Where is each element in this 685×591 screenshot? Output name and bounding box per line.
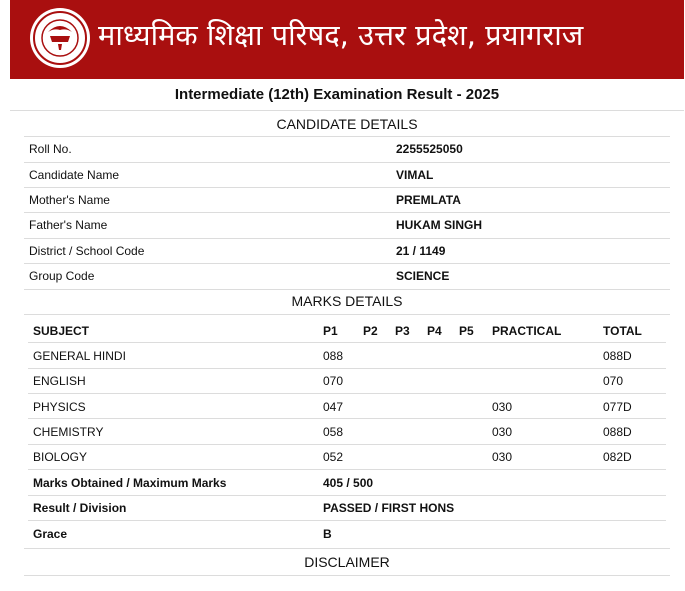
subject-name: PHYSICS bbox=[33, 400, 86, 414]
subject-total: 070 bbox=[603, 374, 624, 388]
disclaimer-section-title: DISCLAIMER bbox=[304, 554, 390, 570]
column-header-p4: P4 bbox=[427, 324, 442, 338]
divider bbox=[28, 520, 666, 521]
divider bbox=[24, 548, 670, 549]
board-title: माध्यमिक शिक्षा परिषद, उत्तर प्रदेश, प्रयागराज bbox=[98, 18, 584, 52]
divider bbox=[28, 469, 666, 470]
subject-total: 082D bbox=[603, 450, 632, 464]
district-school-code-label: District / School Code bbox=[29, 244, 145, 258]
father-name-value: HUKAM SINGH bbox=[396, 218, 482, 232]
result-division-value: PASSED / FIRST HONS bbox=[323, 501, 455, 515]
roll-no-value: 2255525050 bbox=[396, 142, 463, 156]
mother-name-label: Mother's Name bbox=[29, 193, 110, 207]
subject-name: ENGLISH bbox=[33, 374, 86, 388]
marks-obtained-value: 405 / 500 bbox=[323, 476, 374, 490]
divider bbox=[24, 162, 670, 163]
divider bbox=[28, 444, 666, 445]
subject-practical: 030 bbox=[492, 450, 513, 464]
divider bbox=[10, 110, 684, 111]
divider bbox=[24, 314, 670, 315]
column-header-p3: P3 bbox=[395, 324, 410, 338]
group-code-value: SCIENCE bbox=[396, 269, 450, 283]
column-header-total: TOTAL bbox=[603, 324, 642, 338]
exam-title: Intermediate (12th) Examination Result - 2025 bbox=[174, 86, 500, 103]
divider bbox=[28, 418, 666, 419]
divider bbox=[28, 393, 666, 394]
subject-p1: 070 bbox=[323, 374, 344, 388]
subject-total: 077D bbox=[603, 400, 632, 414]
subject-practical: 030 bbox=[492, 400, 513, 414]
site-header bbox=[10, 0, 684, 79]
subject-practical: 030 bbox=[492, 425, 513, 439]
column-header-p2: P2 bbox=[363, 324, 378, 338]
father-name-label: Father's Name bbox=[29, 218, 108, 232]
column-header-practical: PRACTICAL bbox=[492, 324, 562, 338]
subject-name: CHEMISTRY bbox=[33, 425, 104, 439]
result-division-label: Result / Division bbox=[33, 501, 127, 515]
divider bbox=[28, 368, 666, 369]
column-header-p1: P1 bbox=[323, 324, 338, 338]
divider bbox=[24, 289, 670, 290]
grace-value: B bbox=[323, 527, 332, 541]
grace-label: Grace bbox=[33, 527, 68, 541]
marks-obtained-label: Marks Obtained / Maximum Marks bbox=[33, 476, 227, 490]
subject-p1: 047 bbox=[323, 400, 344, 414]
group-code-label: Group Code bbox=[29, 269, 95, 283]
subject-total: 088D bbox=[603, 349, 632, 363]
divider bbox=[28, 495, 666, 496]
divider bbox=[24, 136, 670, 137]
district-school-code-value: 21 / 1149 bbox=[396, 244, 446, 258]
divider bbox=[24, 575, 670, 576]
subject-p1: 052 bbox=[323, 450, 344, 464]
subject-name: BIOLOGY bbox=[33, 450, 88, 464]
subject-p1: 088 bbox=[323, 349, 344, 363]
column-header-subject: SUBJECT bbox=[33, 324, 90, 338]
mother-name-value: PREMLATA bbox=[396, 193, 461, 207]
candidate-name-label: Candidate Name bbox=[29, 168, 120, 182]
roll-no-label: Roll No. bbox=[29, 142, 72, 156]
subject-total: 088D bbox=[603, 425, 632, 439]
column-header-p5: P5 bbox=[459, 324, 474, 338]
divider bbox=[24, 263, 670, 264]
subject-name: GENERAL HINDI bbox=[33, 349, 126, 363]
subject-p1: 058 bbox=[323, 425, 344, 439]
up-government-emblem-icon bbox=[28, 6, 92, 70]
divider bbox=[24, 212, 670, 213]
marks-section-title: MARKS DETAILS bbox=[291, 293, 403, 309]
divider bbox=[24, 187, 670, 188]
divider bbox=[28, 342, 666, 343]
candidate-name-value: VIMAL bbox=[396, 168, 434, 182]
candidate-section-title: CANDIDATE DETAILS bbox=[276, 116, 418, 132]
divider bbox=[24, 238, 670, 239]
